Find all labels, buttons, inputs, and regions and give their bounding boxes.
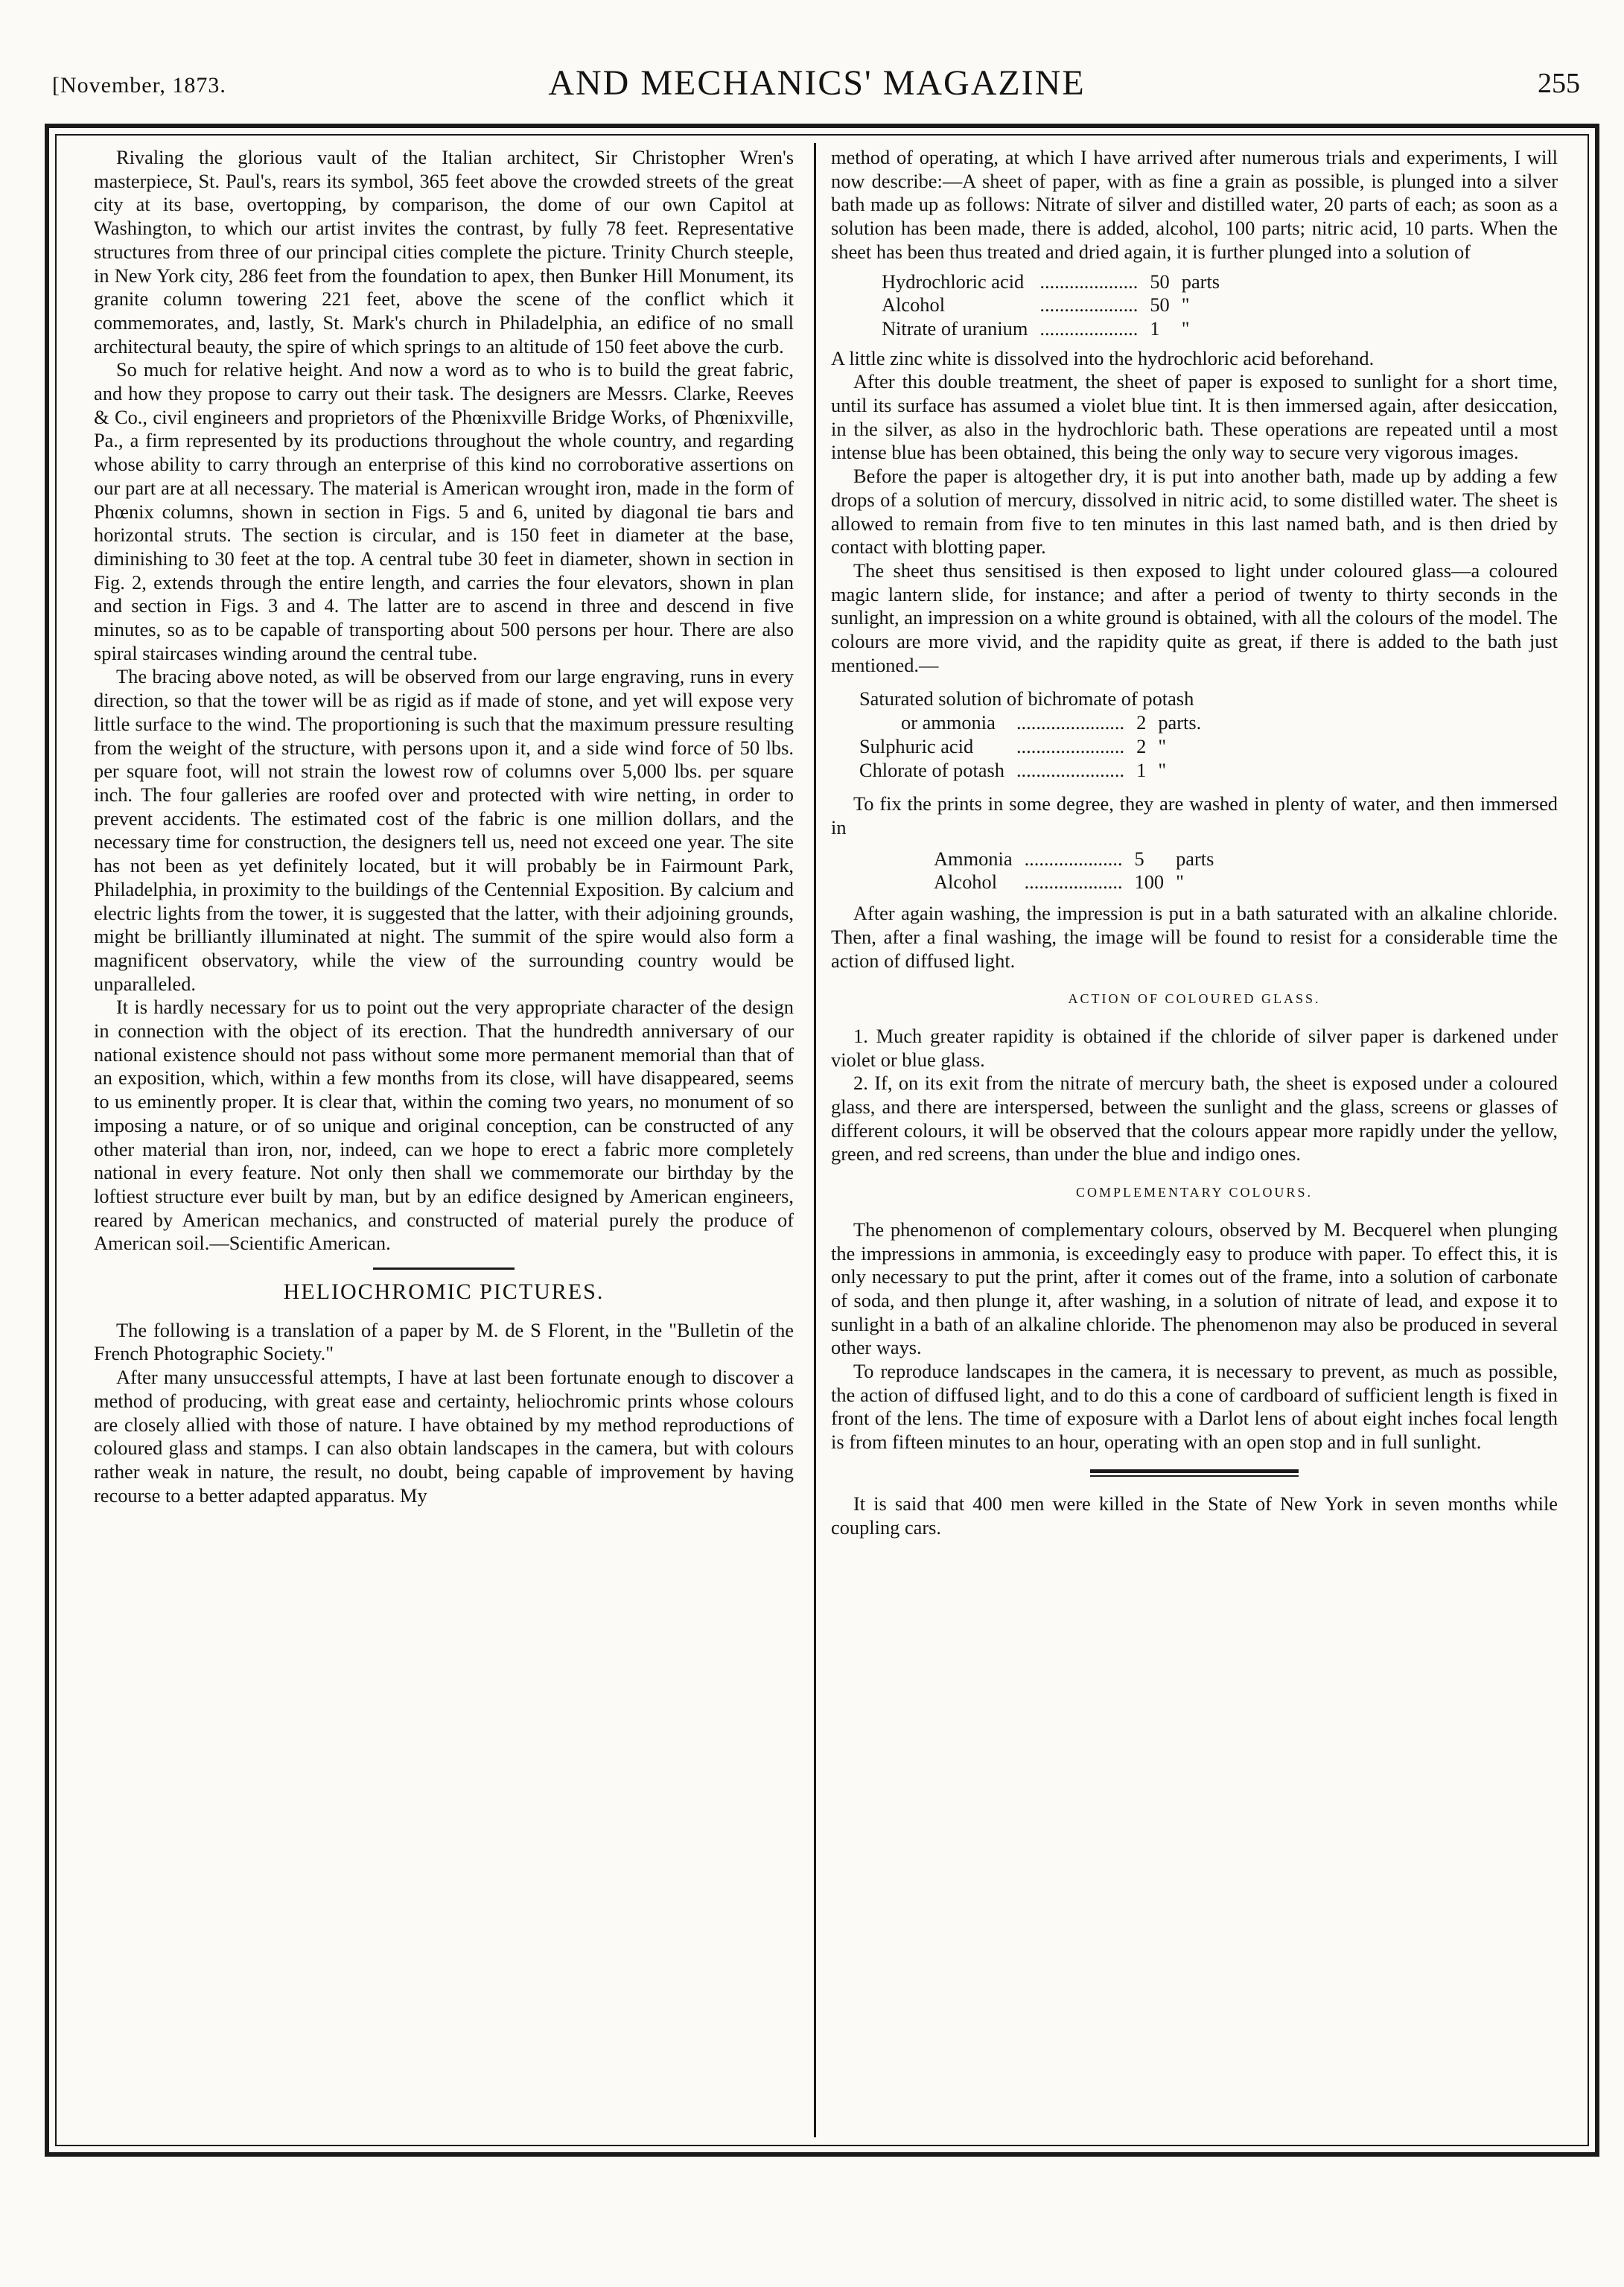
ingredient-name: Saturated solution of bichromate of potash — [859, 687, 1194, 710]
ingredient-qty: 50 — [1150, 293, 1170, 317]
recipe-row — [928, 847, 1220, 871]
left-column — [94, 146, 794, 1507]
ingredient-name: Alcohol — [882, 293, 946, 317]
recipe-table-1 — [876, 270, 1226, 341]
ingredient-name: Alcohol — [934, 871, 998, 894]
ingredient-unit: " — [1176, 871, 1184, 894]
recipe-row — [853, 735, 1207, 759]
paragraph: So much for relative height. And now a word as to who is to build the great fabric, and how they propose to carry out their task. The designers are Messrs. Clarke, Reeves & Co., civil engineers and proprietors of the Phœnixville Bridge Works, of Phœnixville, Pa., a firm represented by its productions throughout the whole country, and regarding whose ability to carry through an enterprise of this kind no corroborative assertions on our part are at all necessary. The material is American wrought iron, made in the form of Phœnix columns, shown in section in Figs. 5 and 6, united by diagonal tie bars and horizontal struts. The section is circular, and is 150 feet in diameter at the base, diminishing to 30 feet at the top. A central tube 30 feet in diameter, shown in section in Fig. 2, extends through the entire length, and carries the four elevators, shown in plan and section in Figs. 3 and 4. The latter are to ascend in three and descend in five minutes, so as to be capable of transporting about 500 persons per hour. There are also spiral staircases winding around the central tube. — [94, 358, 794, 664]
paragraph: After many unsuccessful attempts, I have at last been fortunate enough to discover a method of producing, with great ease and certainty, heliochromic prints whose colours are closely allied with those of nature. I have obtained by my method reproductions of coloured glass and stamps. I can also obtain landscapes in the camera, but with colours rather weak in nature, the result, no doubt, being capable of improvement by having recourse to a better adapted apparatus. My — [94, 1366, 794, 1507]
double-rule — [1090, 1469, 1299, 1473]
recipe-row — [853, 711, 1207, 735]
section-heading: COMPLEMENTARY COLOURS. — [1076, 1185, 1313, 1200]
paragraph: To fix the prints in some degree, they are washed in plenty of water, and then immersed in — [831, 792, 1558, 839]
paragraph: A little zinc white is dissolved into the hydrochloric acid beforehand. — [831, 346, 1375, 369]
ingredient-name: Sulphuric acid — [859, 734, 974, 757]
paragraph: Rivaling the glorious vault of the Italian architect, Sir Christopher Wren's masterpiece, St. Paul's, rears its symbol, 365 feet above the crowded streets of the great city at its base, overtopping, by comparison, the dome of our own Capitol at Washington, to which our artist invites the contrast, by fully 78 feet. Representative structures from three of our principal cities complete the picture. Trinity Church steeple, in New York city, 286 feet from the foundation to apex, then Bunker Hill Monument, its granite column towering 221 feet, above the scene of the conflict which it commemorates, and, lastly, St. Mark's church in Philadelphia, an edifice of no small architectural beauty, the spire of which springs to an altitude of 150 feet above the curb. — [94, 146, 794, 357]
leader-dots: ...................... — [1016, 758, 1125, 781]
leader-dots: ...................... — [1016, 711, 1125, 734]
ingredient-qty: 1 — [1136, 758, 1147, 781]
page-frame — [45, 124, 1599, 2157]
ingredient-unit: parts. — [1158, 711, 1202, 734]
recipe-row — [928, 871, 1220, 894]
leader-dots: .................... — [1024, 847, 1123, 870]
ingredient-qty: 2 — [1136, 734, 1147, 757]
magazine-title: AND MECHANICS' MAGAZINE — [548, 63, 1086, 103]
ingredient-unit: " — [1158, 758, 1167, 781]
closing-note: It is said that 400 men were killed in the State of New York in seven months while coupling cars. — [831, 1492, 1558, 1539]
column-divider — [814, 143, 816, 2137]
leader-dots: .................... — [1039, 317, 1139, 340]
leader-dots: ...................... — [1016, 734, 1125, 757]
paragraph: Before the paper is altogether dry, it is put into another bath, made up by adding a few drops of a solution of mercury, dissolved in nitric acid, to some distilled water. The sheet is allowed to remain from five to ten minutes in this last named bath, and is then dried by contact with blotting paper. — [831, 465, 1558, 559]
ingredient-name: or ammonia — [901, 711, 996, 734]
recipe-row — [876, 293, 1226, 317]
paragraph: method of operating, at which I have arrived after numerous trials and experiments, I will now describe:—A sheet of paper, with as fine a grain as possible, is plunged into a silver bath made up as follows: Nitrate of silver and distilled water, 20 parts of each; as soon as a solution has been made, there is added, alcohol, 100 parts; nitric acid, 10 parts. When the sheet has been thus treated and dried again, it is further plunged into a solution of — [831, 146, 1558, 263]
paragraph: The following is a translation of a paper by M. de S Florent, in the "Bulletin of the French Photographic Society." — [94, 1318, 794, 1365]
recipe-row — [876, 317, 1226, 341]
paragraph: To reproduce landscapes in the camera, it is necessary to prevent, as much as possible, the action of diffused light, and to do this a cone of cardboard of sufficient length is fixed in front of the lens. The time of exposure with a Darlot lens of about eight inches focal length is from fifteen minutes to an hour, operating with an open stop and in full sunlight. — [831, 1360, 1558, 1454]
page-number: 255 — [1538, 68, 1580, 99]
paragraph: 1. Much greater rapidity is obtained if the chloride of silver paper is darkened under violet or blue glass. — [831, 1024, 1558, 1071]
ingredient-name: Hydrochloric acid — [882, 270, 1025, 293]
paragraph: 2. If, on its exit from the nitrate of mercury bath, the sheet is exposed under a coloured glass, and there are interspersed, between the sunlight and the glass, screens or glasses of different colours, it will be observed that the colours appear more rapidly under the yellow, green, and red screens, than under the blue and indigo ones. — [831, 1072, 1558, 1165]
issue-date: [November, 1873. — [52, 73, 226, 98]
ingredient-unit: " — [1181, 317, 1190, 340]
leader-dots: .................... — [1039, 270, 1139, 293]
ingredient-qty: 1 — [1150, 317, 1160, 340]
ingredient-qty: 50 — [1150, 270, 1170, 293]
ingredient-name: Nitrate of uranium — [882, 317, 1028, 340]
ingredient-unit: " — [1158, 734, 1167, 757]
paragraph: The phenomenon of complementary colours, observed by M. Becquerel when plunging the impressions in ammonia, is exceedingly easy to produce with paper. To effect this, it is only necessary to put the print, after it comes out of the frame, into a solution of carbonate of soda, and then plunge it, after washing, in a solution of nitrate of lead, and expose it to sunlight in a bath of an alkaline chloride. The phenomenon may also be produced in several other ways. — [831, 1218, 1558, 1359]
section-heading: ACTION OF COLOURED GLASS. — [1068, 991, 1321, 1007]
recipe-table-2 — [853, 687, 1207, 782]
paragraph: After this double treatment, the sheet of paper is exposed to sunlight for a short time, until its surface has assumed a violet blue tint. It is then immersed again, after desiccation, in the silver, as also in the hydrochloric bath. These operations are repeated until a most intense blue has been obtained, this being the only way to secure very vigorous images. — [831, 370, 1558, 464]
paragraph: It is hardly necessary for us to point out the very appropriate character of the design in connection with the object of its erection. That the hundredth anniversary of our national existence should not pass without some more permanent memorial than that of an exposition, which, within a few months from its close, will have disappeared, seems to us eminently proper. It is clear that, within the coming two years, no monument of so imposing a nature, or of so unique and original conception, can be constructed of any other material than iron, nor, indeed, can we hope to erect a fabric more completely national in every feature. Not only then shall we commemorate our birthday by the loftiest structure ever built by man, but by an edifice designed by American engineers, reared by American mechanics, and constructed of material purely the produce of American soil.—Scientific American. — [94, 996, 794, 1255]
ingredient-name: Chlorate of potash — [859, 758, 1004, 781]
page-header — [39, 60, 1595, 104]
ingredient-qty: 2 — [1136, 711, 1147, 734]
leader-dots: .................... — [1024, 871, 1123, 894]
ingredient-unit: " — [1181, 293, 1190, 317]
recipe-row — [853, 759, 1207, 783]
leader-dots: .................... — [1039, 293, 1139, 317]
ingredient-unit: parts — [1181, 270, 1220, 293]
paragraph: The bracing above noted, as will be observed from our large engraving, runs in every direction, so that the tower will be as rigid as if made of stone, and yet will expose very little surface to the wind. The proportioning is such that the maximum pressure resulting from the weight of the structure, with persons upon it, and a side wind force of 50 lbs. per square foot, will not strain the lowest row of columns over 5,000 lbs. per square inch. The four galleries are roofed over and protected with wire netting, in order to prevent accidents. The estimated cost of the fabric is one million dollars, and the necessary time for construction, the designers tell us, need not exceed one year. The site has not been as yet definitely located, but it will probably be in Fairmount Park, Philadelphia, in proximity to the buildings of the Centennial Exposition. By calcium and electric lights from the tower, it is suggested that the latter, with their adjoining grounds, might be brilliantly illuminated at night. The summit of the spire would also form a magnificent observatory, while the view of the surrounding country would be unparalleled. — [94, 665, 794, 995]
ingredient-unit: parts — [1176, 847, 1214, 870]
paragraph: After again washing, the impression is put in a bath saturated with an alkaline chloride. Then, after a final washing, the image will be found to resist for a considerable time the action of diffused light. — [831, 902, 1558, 972]
paragraph: The sheet thus sensitised is then exposed to light under coloured glass—a coloured magic lantern slide, for instance; and after a period of twenty to thirty seconds in the sunlight, an impression on a white ground is obtained, with all the colours of the model. The colours are more vivid, and the rapidity quite as great, if there is added to the bath just mentioned.— — [831, 559, 1558, 676]
ingredient-name: Ammonia — [934, 847, 1013, 870]
section-rule — [373, 1267, 515, 1270]
article-title: HELIOCHROMIC PICTURES. — [283, 1279, 605, 1305]
right-column — [831, 146, 1558, 1539]
recipe-row — [876, 270, 1226, 294]
recipe-table-3 — [928, 847, 1220, 894]
ingredient-qty: 5 — [1134, 847, 1144, 870]
ingredient-qty: 100 — [1134, 871, 1165, 894]
recipe-row — [853, 687, 1207, 711]
